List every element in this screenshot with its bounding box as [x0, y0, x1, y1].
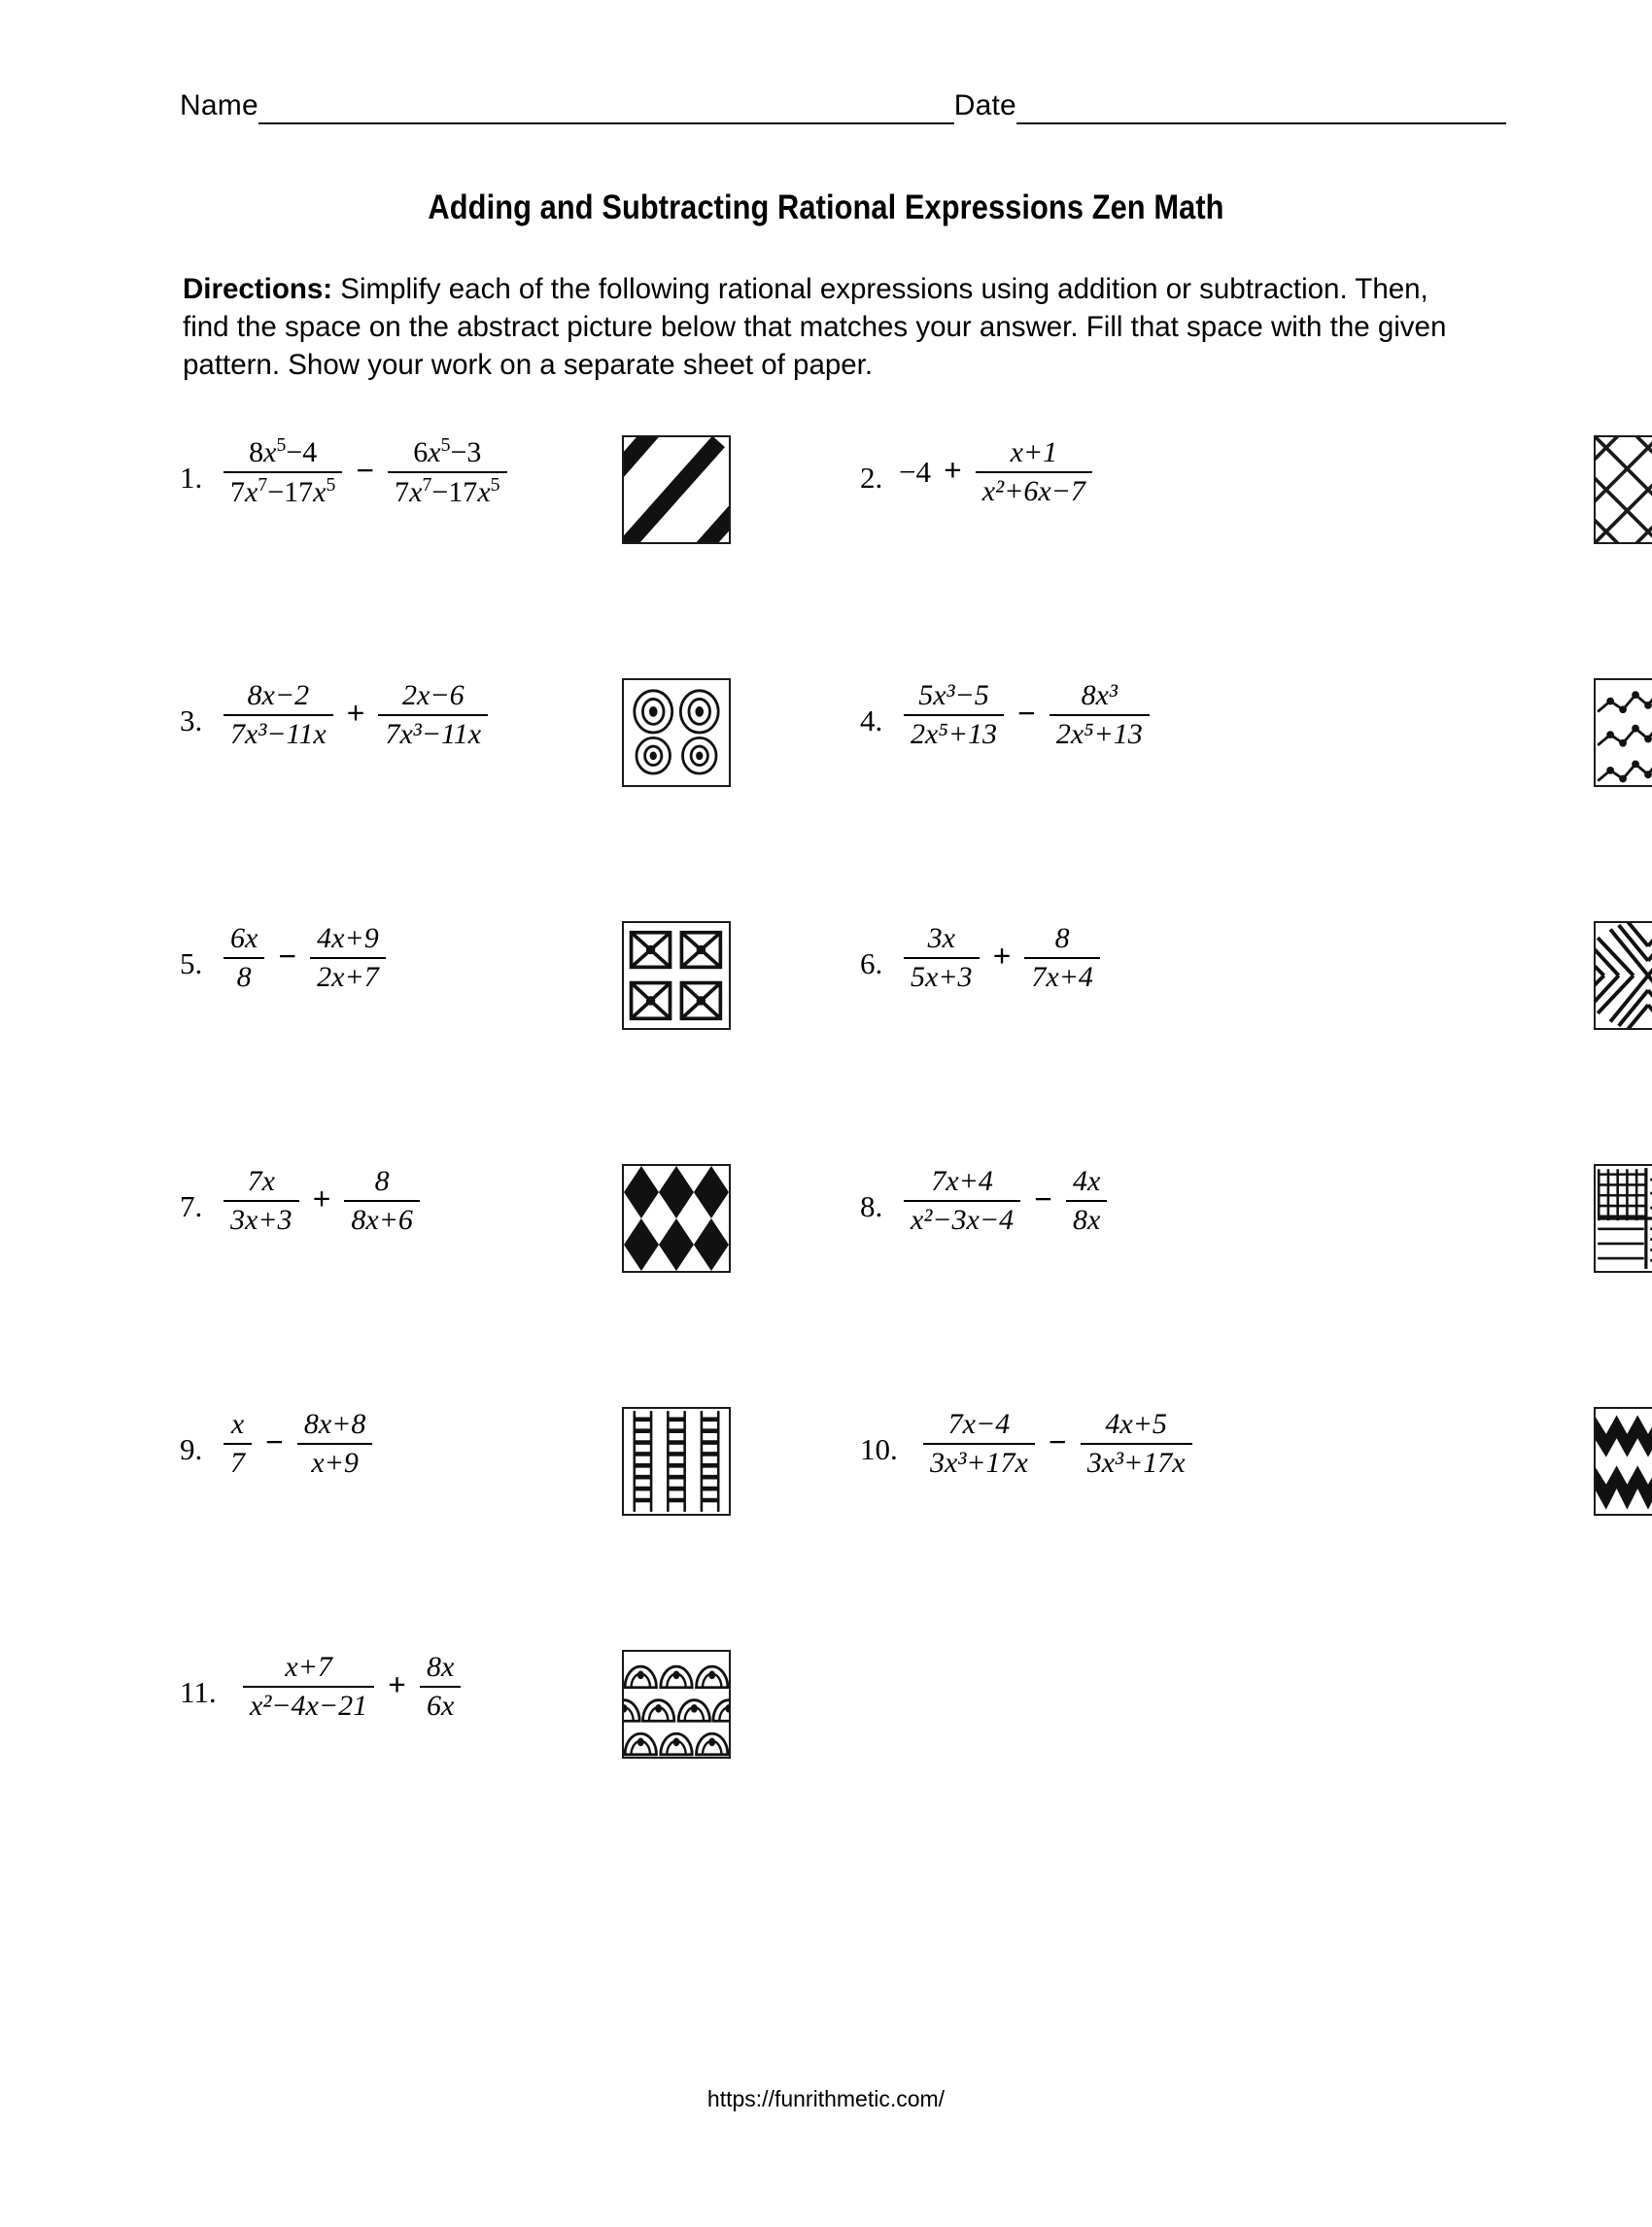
numerator: 4x [1072, 1165, 1101, 1198]
problem-number: 10. [860, 1431, 898, 1466]
denominator: 2x+7 [317, 960, 379, 993]
problem-1 [0, 426, 826, 511]
fraction-right [378, 677, 488, 752]
problem-9 [0, 1397, 826, 1483]
numerator: $8x^5-4$ [249, 434, 318, 469]
denominator: 8x+6 [351, 1203, 413, 1236]
problem-2 [826, 426, 1652, 511]
numerator: $6x^5-3$ [413, 434, 482, 469]
numerator: 4x+5 [1105, 1408, 1167, 1441]
problem-expression [226, 1640, 465, 1726]
leading-term: −4 [899, 454, 931, 489]
problem-expression [887, 668, 1154, 754]
denominator: 3x+3 [230, 1203, 293, 1236]
pattern-swatch-peacock-scales[interactable] [622, 1650, 731, 1759]
denominator: 8x [1072, 1203, 1101, 1236]
fraction-right [388, 433, 506, 510]
denominator: x²−4x−21 [250, 1689, 368, 1722]
fraction-left [224, 920, 264, 995]
problem-7 [0, 1154, 826, 1240]
numerator: 7x−4 [947, 1408, 1011, 1441]
denominator: x²+6x−7 [981, 474, 1085, 507]
pattern-swatch-beaded-chain[interactable] [1594, 678, 1652, 787]
denominator: 5x+3 [911, 960, 973, 993]
problem-row [0, 426, 1652, 668]
denominator: x²−3x−4 [911, 1203, 1015, 1236]
problem-4 [826, 668, 1652, 754]
fraction-left [904, 677, 1004, 752]
problem-number: 5. [180, 945, 203, 980]
denominator: 3x³+17x [1086, 1446, 1186, 1479]
operator-symbol: − [356, 454, 375, 490]
worksheet-page [0, 89, 1652, 2227]
numerator: 7x+4 [931, 1165, 993, 1198]
numerator: 8x+8 [303, 1408, 366, 1441]
pattern-swatch-diagonal-lattice[interactable] [1594, 435, 1652, 544]
problem-5 [0, 911, 826, 997]
denominator: 2x⁵+13 [911, 717, 997, 750]
name-label: Name [180, 89, 258, 121]
fraction-right [1024, 920, 1100, 995]
denominator: 2x⁵+13 [1055, 717, 1143, 750]
fraction-right [297, 1406, 373, 1481]
fraction-right [1050, 677, 1150, 752]
numerator: 2x−6 [402, 679, 465, 712]
denominator: 7x³−11x [385, 717, 482, 750]
operator-symbol: + [312, 1182, 331, 1218]
problem-expression [207, 911, 391, 997]
directions-colon: : [323, 273, 333, 305]
fraction-left [224, 1406, 252, 1481]
fraction-right [310, 920, 386, 995]
problem-expression [207, 1397, 377, 1483]
denominator: $7x^7-17x^5$ [230, 473, 336, 508]
operator-symbol: − [1034, 1182, 1052, 1218]
operator-symbol: + [388, 1668, 406, 1704]
denominator: x+9 [311, 1446, 359, 1479]
page-title: Adding and Subtracting Rational Expressions Zen Math [428, 188, 1224, 226]
fraction-right [976, 434, 1092, 509]
numerator: 8x−2 [247, 679, 310, 712]
footer-url[interactable]: https://funrithmetic.com/ [706, 2086, 946, 2111]
denominator: 7x+4 [1031, 960, 1093, 993]
problem-expression [887, 426, 1097, 511]
operator-symbol: − [278, 940, 297, 976]
operator-symbol: − [265, 1425, 284, 1461]
problem-row [0, 911, 1652, 1154]
problem-expression [207, 426, 512, 511]
problem-11 [0, 1640, 826, 1726]
fraction-right [420, 1649, 461, 1724]
problem-3 [0, 668, 826, 754]
operator-symbol: − [1048, 1425, 1067, 1461]
pattern-swatch-zigzag-bands[interactable] [1594, 1407, 1652, 1516]
fraction-left [243, 1649, 374, 1724]
numerator: 5x³−5 [918, 679, 989, 712]
numerator: 8x [426, 1651, 455, 1684]
numerator: 7x [247, 1165, 275, 1198]
numerator: x+1 [1010, 436, 1058, 469]
fraction-left [923, 1406, 1035, 1481]
denominator: 7 [230, 1446, 245, 1479]
numerator: 8 [1054, 922, 1070, 955]
problem-number: 3. [180, 702, 203, 737]
pattern-swatch-x-in-square[interactable] [622, 921, 731, 1030]
problem-expression [887, 1154, 1112, 1240]
fraction-right [1066, 1163, 1107, 1238]
numerator: 8 [374, 1165, 390, 1198]
fraction-left [904, 920, 980, 995]
date-label: Date [953, 89, 1016, 121]
problem-number: 1. [180, 460, 203, 495]
numerator: 8x³ [1081, 679, 1118, 712]
pattern-swatch-ladder-columns[interactable] [622, 1407, 731, 1516]
problem-8 [826, 1154, 1652, 1240]
fraction-right [344, 1163, 420, 1238]
fraction-left [224, 677, 333, 752]
directions-text: Simplify each of the following rational expressions using addition or subtraction. Then, find the space on the abstract picture below that matches your answer. Fill that space with the given pattern. Show your work on a separate sheet of paper. [183, 273, 1447, 382]
problem-10 [826, 1397, 1652, 1483]
operator-symbol: + [992, 940, 1012, 976]
problem-number: 2. [860, 460, 883, 495]
operator-symbol: − [1017, 697, 1036, 733]
pattern-swatch-concentric-rings[interactable] [622, 678, 731, 787]
problem-row [0, 1640, 1652, 1883]
problem-number: 7. [180, 1188, 203, 1223]
problem-expression [887, 911, 1105, 997]
problem-expression [207, 1154, 425, 1240]
problem-number: 11. [180, 1674, 217, 1709]
problem-row [0, 1154, 1652, 1397]
problem-row [0, 1397, 1652, 1640]
problem-number: 6. [860, 945, 883, 980]
name-date-header [180, 89, 1506, 124]
problem-6 [826, 911, 1652, 997]
numerator: x [230, 1408, 245, 1441]
pattern-swatch-radiating-chevrons[interactable] [1594, 921, 1652, 1030]
problem-expression [207, 668, 493, 754]
pattern-swatch-filled-triangles[interactable] [622, 1164, 731, 1273]
fraction-left [224, 433, 342, 510]
problem-row [0, 668, 1652, 911]
denominator: 6x [426, 1689, 455, 1722]
numerator: 6x [230, 922, 258, 955]
problem-number: 8. [860, 1188, 883, 1223]
problem-number: 4. [860, 702, 883, 737]
pattern-swatch-quadrant-plaid[interactable] [1594, 1164, 1652, 1273]
date-blank-line[interactable] [1016, 103, 1506, 124]
directions-label: Directions [183, 273, 324, 305]
operator-symbol: + [346, 697, 365, 733]
name-blank-line[interactable] [258, 103, 954, 124]
denominator: 7x³−11x [230, 717, 327, 750]
denominator: $7x^7-17x^5$ [395, 473, 500, 508]
fraction-left [224, 1163, 299, 1238]
numerator: x+7 [285, 1651, 332, 1684]
problem-number: 9. [180, 1431, 203, 1466]
operator-symbol: + [943, 454, 962, 490]
fraction-right [1081, 1406, 1192, 1481]
fraction-left [904, 1163, 1020, 1238]
pattern-swatch-diagonal-stripes[interactable] [622, 435, 731, 544]
problem-expression [907, 1397, 1197, 1483]
numerator: 4x+9 [317, 922, 379, 955]
denominator: 8 [236, 960, 252, 993]
problem-list [0, 426, 1652, 1883]
directions-paragraph [183, 270, 1458, 385]
numerator: 3x [927, 922, 955, 955]
denominator: 3x³+17x [930, 1446, 1028, 1479]
